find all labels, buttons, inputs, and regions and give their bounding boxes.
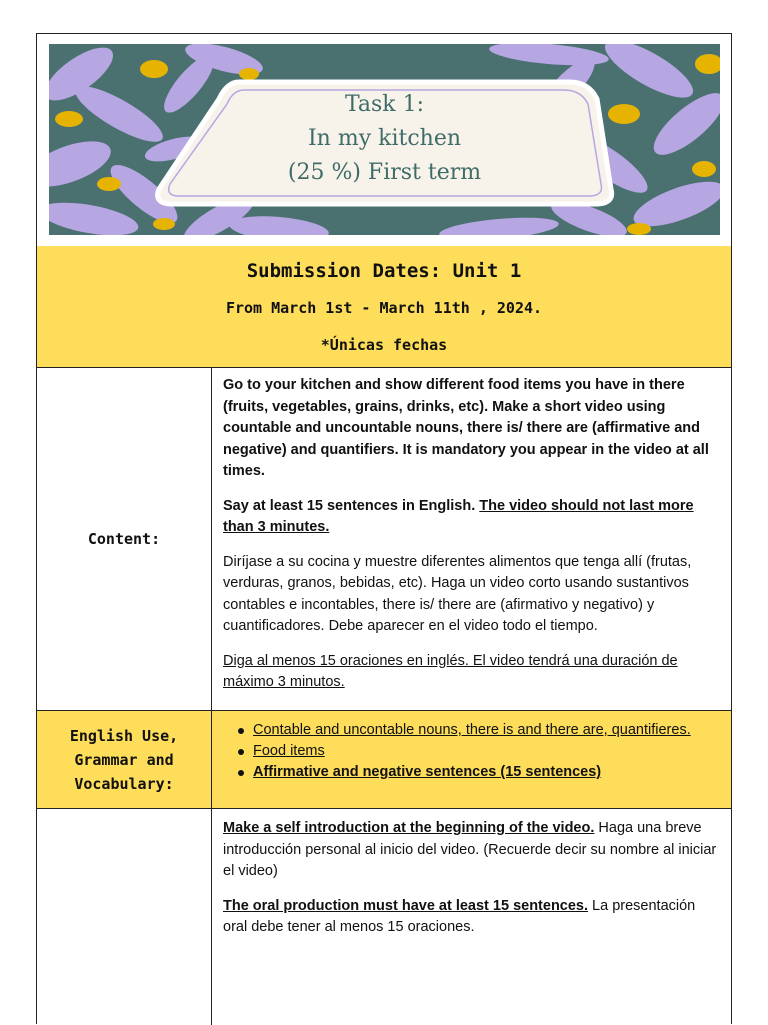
english-use-label — [37, 711, 212, 808]
self-introduction-en: Make a self introduction at the beginning of the video. — [223, 820, 595, 836]
submission-dates-section — [37, 246, 731, 368]
self-introduction-es: Haga una breve introducción personal al inicio del video. (Recuerde decir su nombre al iniciar el video) — [223, 820, 717, 879]
english-use-label-line: English Use, — [69, 726, 179, 745]
submission-dates-heading: Submission Dates: Unit 1 — [246, 260, 522, 282]
task-number: Task 1: — [344, 92, 425, 117]
submission-date-range: From March 1st - March 11th , 2024. — [225, 299, 543, 317]
list-item: Affirmative and negative sentences (15 sentences) — [253, 762, 717, 783]
content-row — [37, 367, 731, 711]
list-item: Food items — [253, 741, 717, 762]
oral-sentences-en: The oral production must have at least 15 sentences. — [223, 897, 589, 914]
content-sentences-es: Diga al menos 15 oraciones en inglés. El video tendrá una duración de máximo 3 minutos. — [223, 652, 678, 690]
document-page — [36, 33, 732, 1024]
self-introduction-requirement — [223, 818, 717, 883]
duration-requirement: The video should not last more than 3 minutes. — [223, 497, 694, 535]
grammar-list — [223, 720, 717, 783]
content-sentences-en — [223, 496, 717, 539]
task-banner — [49, 44, 720, 235]
banner-title — [49, 88, 720, 190]
english-use-body — [223, 720, 717, 783]
english-use-label-line: Vocabulary: — [74, 774, 174, 793]
english-use-row — [37, 711, 731, 809]
oral-production-label — [37, 809, 212, 1025]
submission-dates-note: *Únicas fechas — [320, 336, 448, 354]
oral-sentences-requirement — [223, 896, 717, 939]
task-weight: (25 %) First term — [287, 160, 482, 185]
sentences-requirement: Say at least 15 sentences in English. — [223, 497, 480, 514]
content-label: Content: — [37, 367, 212, 710]
content-body — [223, 375, 717, 707]
content-instructions-es: Diríjase a su cocina y muestre diferentes alimentos que tenga allí (frutas, verduras, granos, bebidas, etc). Haga un video corto usando sustantivos contables e incontables, there is/ there are (afirmativo y negativo) y cuantificadores. Debe aparecer en el video todo el tiempo. — [223, 553, 692, 634]
oral-production-body — [223, 818, 717, 952]
banner-cell — [37, 34, 731, 247]
oral-sentences-es: La presentación oral debe tener al menos 15 oraciones. — [223, 897, 696, 935]
task-name: In my kitchen — [307, 126, 462, 151]
content-instructions-en: Go to your kitchen and show different food items you have in there (fruits, vegetables, grains, drinks, etc). Make a short video using countable and uncountable nouns, there is/ there are (affirmative and negative) and quantifiers. It is mandatory you appear in the video at all times. — [223, 377, 709, 479]
list-item: Contable and uncontable nouns, there is and there are, quantifieres. — [253, 720, 717, 741]
english-use-label-line: Grammar and — [74, 750, 174, 769]
oral-production-row — [37, 809, 731, 1025]
